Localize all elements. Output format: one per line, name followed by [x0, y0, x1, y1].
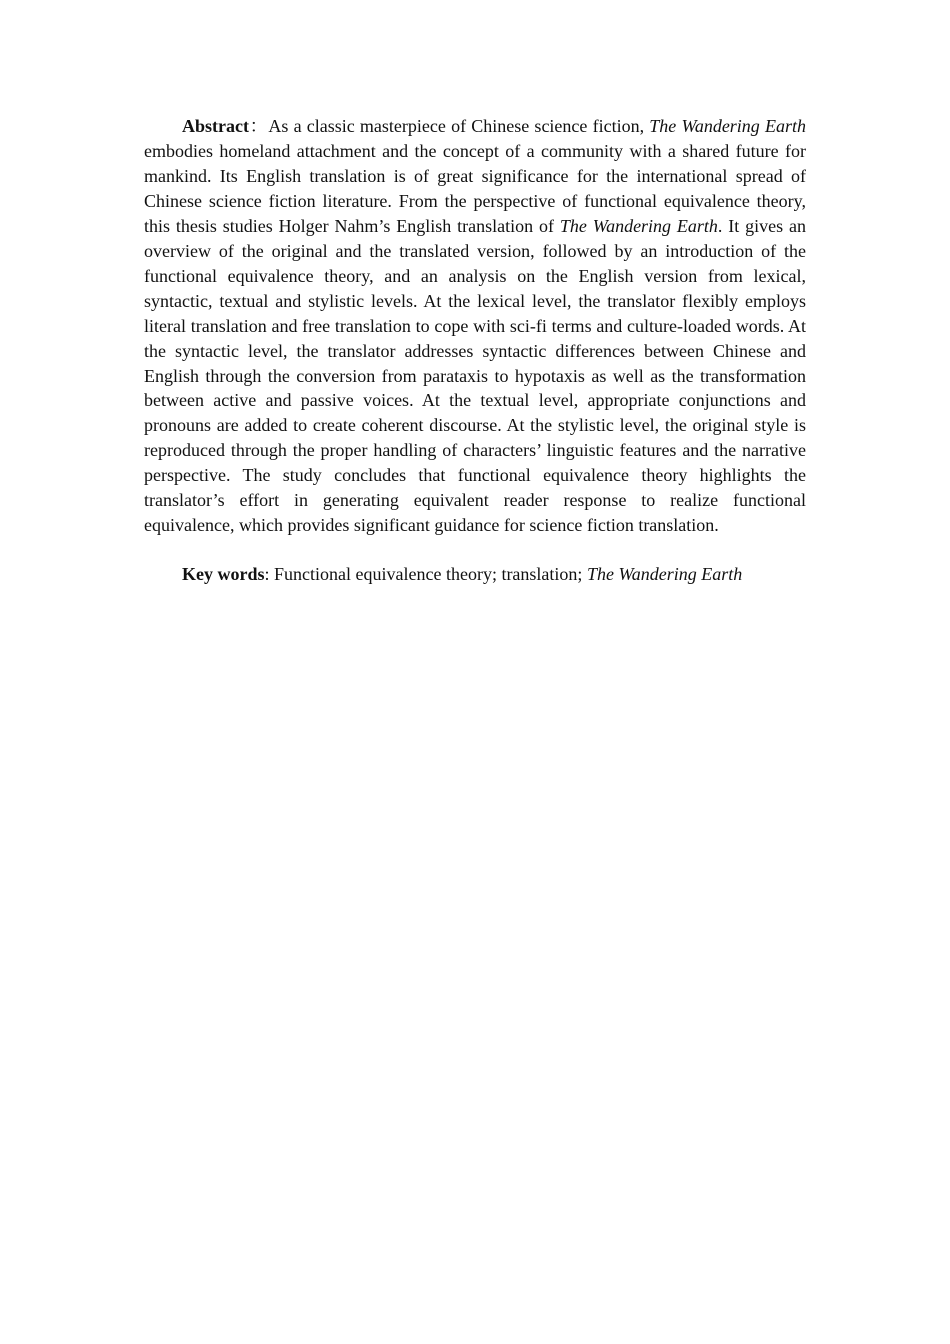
book-title: The Wandering Earth [586, 564, 743, 585]
abstract-paragraph [144, 114, 806, 538]
abstract-label-separator: ： [248, 116, 269, 136]
book-title: The Wandering Earth [559, 215, 718, 236]
book-title: The Wandering Earth [649, 116, 807, 136]
abstract-text-part-2: embodies homeland attachment and the concept of a community with a shared future for mankind. Its English translation is of great significance for the international spread of Chinese science fiction literature. From the perspective of functional equivalence theory, this thesis studies Holger Nahm’s English translation of [144, 140, 806, 236]
abstract-text-part-3: . It gives an overview of the original and the translated version, followed by an introduction of the functional equivalence theory, and an analysis on the English version from lexical, syntactic, textual and stylistic levels. At the lexical level, the translator flexibly employs literal translation and free translation to cope with sci-fi terms and culture-loaded words. At the syntactic level, the translator addresses syntactic differences between Chinese and English through the conversion from parataxis to hypotaxis as well as the transformation between active and passive voices. At the textual level, appropriate conjunctions and pronouns are added to create coherent discourse. At the stylistic level, the original style is reproduced through the proper handling of characters’ linguistic features and the narrative perspective. The study concludes that functional equivalence theory highlights the translator’s effort in generating equivalent reader response to realize functional equivalence, which provides significant guidance for science fiction translation. [144, 215, 806, 536]
keywords-line [144, 562, 806, 587]
keywords-text: Functional equivalence theory; translation; [274, 564, 587, 585]
keywords-label: Key words [182, 564, 265, 585]
abstract-section [144, 114, 806, 587]
abstract-text-part-1: As a classic masterpiece of Chinese science fiction, [268, 116, 650, 136]
keywords-label-separator: : [264, 564, 275, 585]
abstract-label: Abstract [182, 116, 249, 136]
